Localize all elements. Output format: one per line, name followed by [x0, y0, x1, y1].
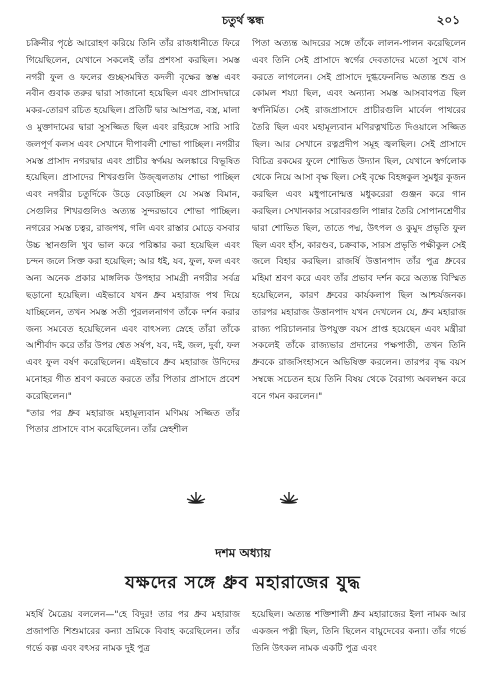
lotus-ornament-icon: [278, 490, 300, 504]
running-head: চতুর্থ স্কন্ধ: [222, 14, 264, 27]
left-column: [26, 36, 240, 486]
lotus-ornament-icon: [185, 490, 207, 504]
right-column-text: পিতা অত্যন্ত আদরের সঙ্গে তাঁকে লালন-পালন করেছিলেন এবং তিনি সেই প্রাসাদে স্বর্গের দেবতাদের মতো সুখে বাস করতে লাগলেন। সেই প্রাসাদে দুগ্ধফেননিভ অত্যন্ত শুভ্র ও কোমল শয্যা ছিল, এবং অন্যান্য সমস্ত আসবাবপত্র ছিল স্বর্ণনির্মিত। সেই রাজপ্রাসাদে প্রাচীরগুলি মার্বেল পাথরের তৈরি ছিল এবং মহামূল্যবান মণিরত্নখচিত দিওয়ালে সজ্জিত ছিল। আর সেখানে রত্নপ্রদীপ সমূহ জ্বলছিল। সেই প্রাসাদে বিচিত্র রকমের ফুলে শোভিত উদ্যান ছিল, যেখানে স্বর্গলোক থেকে নিয়ে আসা বৃক্ষ ছিল। সেই বৃক্ষে বিহঙ্গকুল সুমধুর কূজন করছিল এবং মধুপানোন্মত্ত মধুকরেরা গুঞ্জন করে গান করছিল। সেখানকার সরোবরগুলি পান্নার তৈরি সোপানশ্রেণীর দ্বারা শোভিত ছিল, তাতে পদ্ম, উৎপল ও কুমুদ প্রভৃতি ফুল ছিল এবং হাঁস, কারণ্ডব, চক্রবাক, সারস প্রভৃতি পক্ষীকুল সেই জলে বিহার করছিল। রাজর্ষি উত্তানপাদ তাঁর পুত্র ধ্রুবের মহিমা শ্রবণ করে এবং তাঁর প্রভাব দর্শন করে অত্যন্ত বিস্মিত হয়েছিলেন, কারণ ধ্রুবের কার্যকলাপ ছিল আশ্চর্যজনক। তারপর মহারাজ উত্তানপাদ যখন দেখলেন যে, ধ্রুব মহারাজ রাজ্য পরিচালনার উপযুক্ত বয়স প্রাপ্ত হয়েছেন এবং মন্ত্রীরা সকলেই তাঁকে রাজ্যভার প্রদানের পক্ষপাতী, তখন তিনি ধ্রুবকে রাজসিংহাসনে অভিষিক্ত করলেন। তারপর বৃদ্ধ বয়স সম্বন্ধে সচেতন হয়ে তিনি বিষয় থেকে বৈরাগ্য অবলম্বন করে বনে গমন করলেন।": [252, 39, 466, 402]
chapter-title: যক্ষদের সঙ্গে ধ্রুব মহারাজের যুদ্ধ: [125, 573, 361, 593]
chapter-left-column: [26, 607, 240, 657]
chapter-body-columns: [26, 607, 466, 657]
chapter-right-column: [252, 607, 466, 657]
left-column-quote: "তার পর ধ্রুব মহারাজ মহামূল্যবান মণিময় সজ্জিত তাঁর পিতার প্রাসাদে বাস করেছিলেন। তাঁর স্নেহশীল: [26, 408, 240, 436]
chapter-right-text: হয়েছিল। অত্যন্ত শক্তিশালী ধ্রুব মহারাজের ইলা নামক আর একজন পত্নী ছিল, তিনি ছিলেন বায়ুদেবের কন্যা। তাঁর গর্ভে তিনি উৎকল নামক একটি পুত্র এবং: [252, 610, 466, 654]
chapter-left-text: মহর্ষি মৈত্রেয় বললেন—"হে বিদুর! তার পর ধ্রুব মহারাজ প্রজাপতি শিশুমারের কন্যা ভ্রমিকে বিবাহ করেছিলেন। তাঁর গর্ভে কল্প এবং বৎসর নামক দুই পুত্র: [26, 610, 240, 654]
page-number: ২০১: [436, 13, 460, 27]
ornament-row: [0, 490, 486, 508]
body-columns: [26, 36, 466, 486]
chapter-number: দশম অধ্যায়: [215, 546, 271, 560]
right-column: [252, 36, 466, 486]
left-column-text: চক্রিনীর পৃষ্ঠে আরোহণ করিয়ে তিনি তাঁর রাজধানীতে ফিরে গিয়েছিলেন, যেখানে সকলেই তাঁর প্রশংসা করছিল। সমস্ত নগরী ফুল ও ফলের গুচ্ছসমন্বিত কদলী বৃক্ষের স্তম্ভ এবং নবীন গুবাক তরুর দ্বারা সাজানো হয়েছিল এবং প্রাসাদদ্বারে মকর-তোরণ রচিত হয়েছিল। প্রতিটি দ্বার আম্রপত্র, বস্ত্র, মালা ও মুক্তাদামের দ্বারা সুসজ্জিত ছিল এবং রহিরঙ্গে সারি সারি জলপূর্ণ কলস এবং সেখানে দীপাবলী শোভা পাচ্ছিল। নগরীর সমস্ত প্রাসাদ নগরদ্বার এবং প্রাচীর স্বর্ণময় অলঙ্কারে বিভূষিত হয়েছিল। প্রাসাদের শিখরগুলি উজ্জ্বলতায় শোভা পাচ্ছিল এবং নগরীর চতুর্দিকে উড়ে বেড়াচ্ছিল যে সমস্ত বিমান, সেগুলির শিখরগুলিও অত্যন্ত সুন্দরভাবে শোভা পাচ্ছিল। নগরের সমস্ত চত্বর, রাজপথ, গলি এবং রাস্তার মোড়ে বসবার উচ্চ স্থানগুলি খুব ভাল করে পরিষ্কার করা হয়েছিল এবং চন্দন জলে সিক্ত করা হয়েছিল; আর ধই, যব, ফুল, ফল এবং অন্য অনেক প্রকার মাঙ্গলিক উপহার সামগ্রী নগরীর সর্বত্র ছড়ানো হয়েছিল। এইভাবে যখন ধ্রুব মহারাজ পথ দিয়ে যাচ্ছিলেন, তখন সমস্ত সতী পুরললনাগণ তাঁকে দর্শন করার জন্য সমবেত হয়েছিলেন এবং বাৎসল্য স্নেহে তাঁরা তাঁকে আশীর্বাদ করে তাঁর উপর শ্বেত সর্ষপ, যব, দই, জল, দুর্বা, ফল এবং ফুল বর্ষণ করেছিলেন। এইভাবে ধ্রুব মহারাজ উদিদের মনোহর গীত শ্রবণ করতে করতে তাঁর পিতার প্রাসাদে প্রবেশ করেছিলেন।": [26, 39, 240, 402]
page-header: [0, 12, 486, 32]
